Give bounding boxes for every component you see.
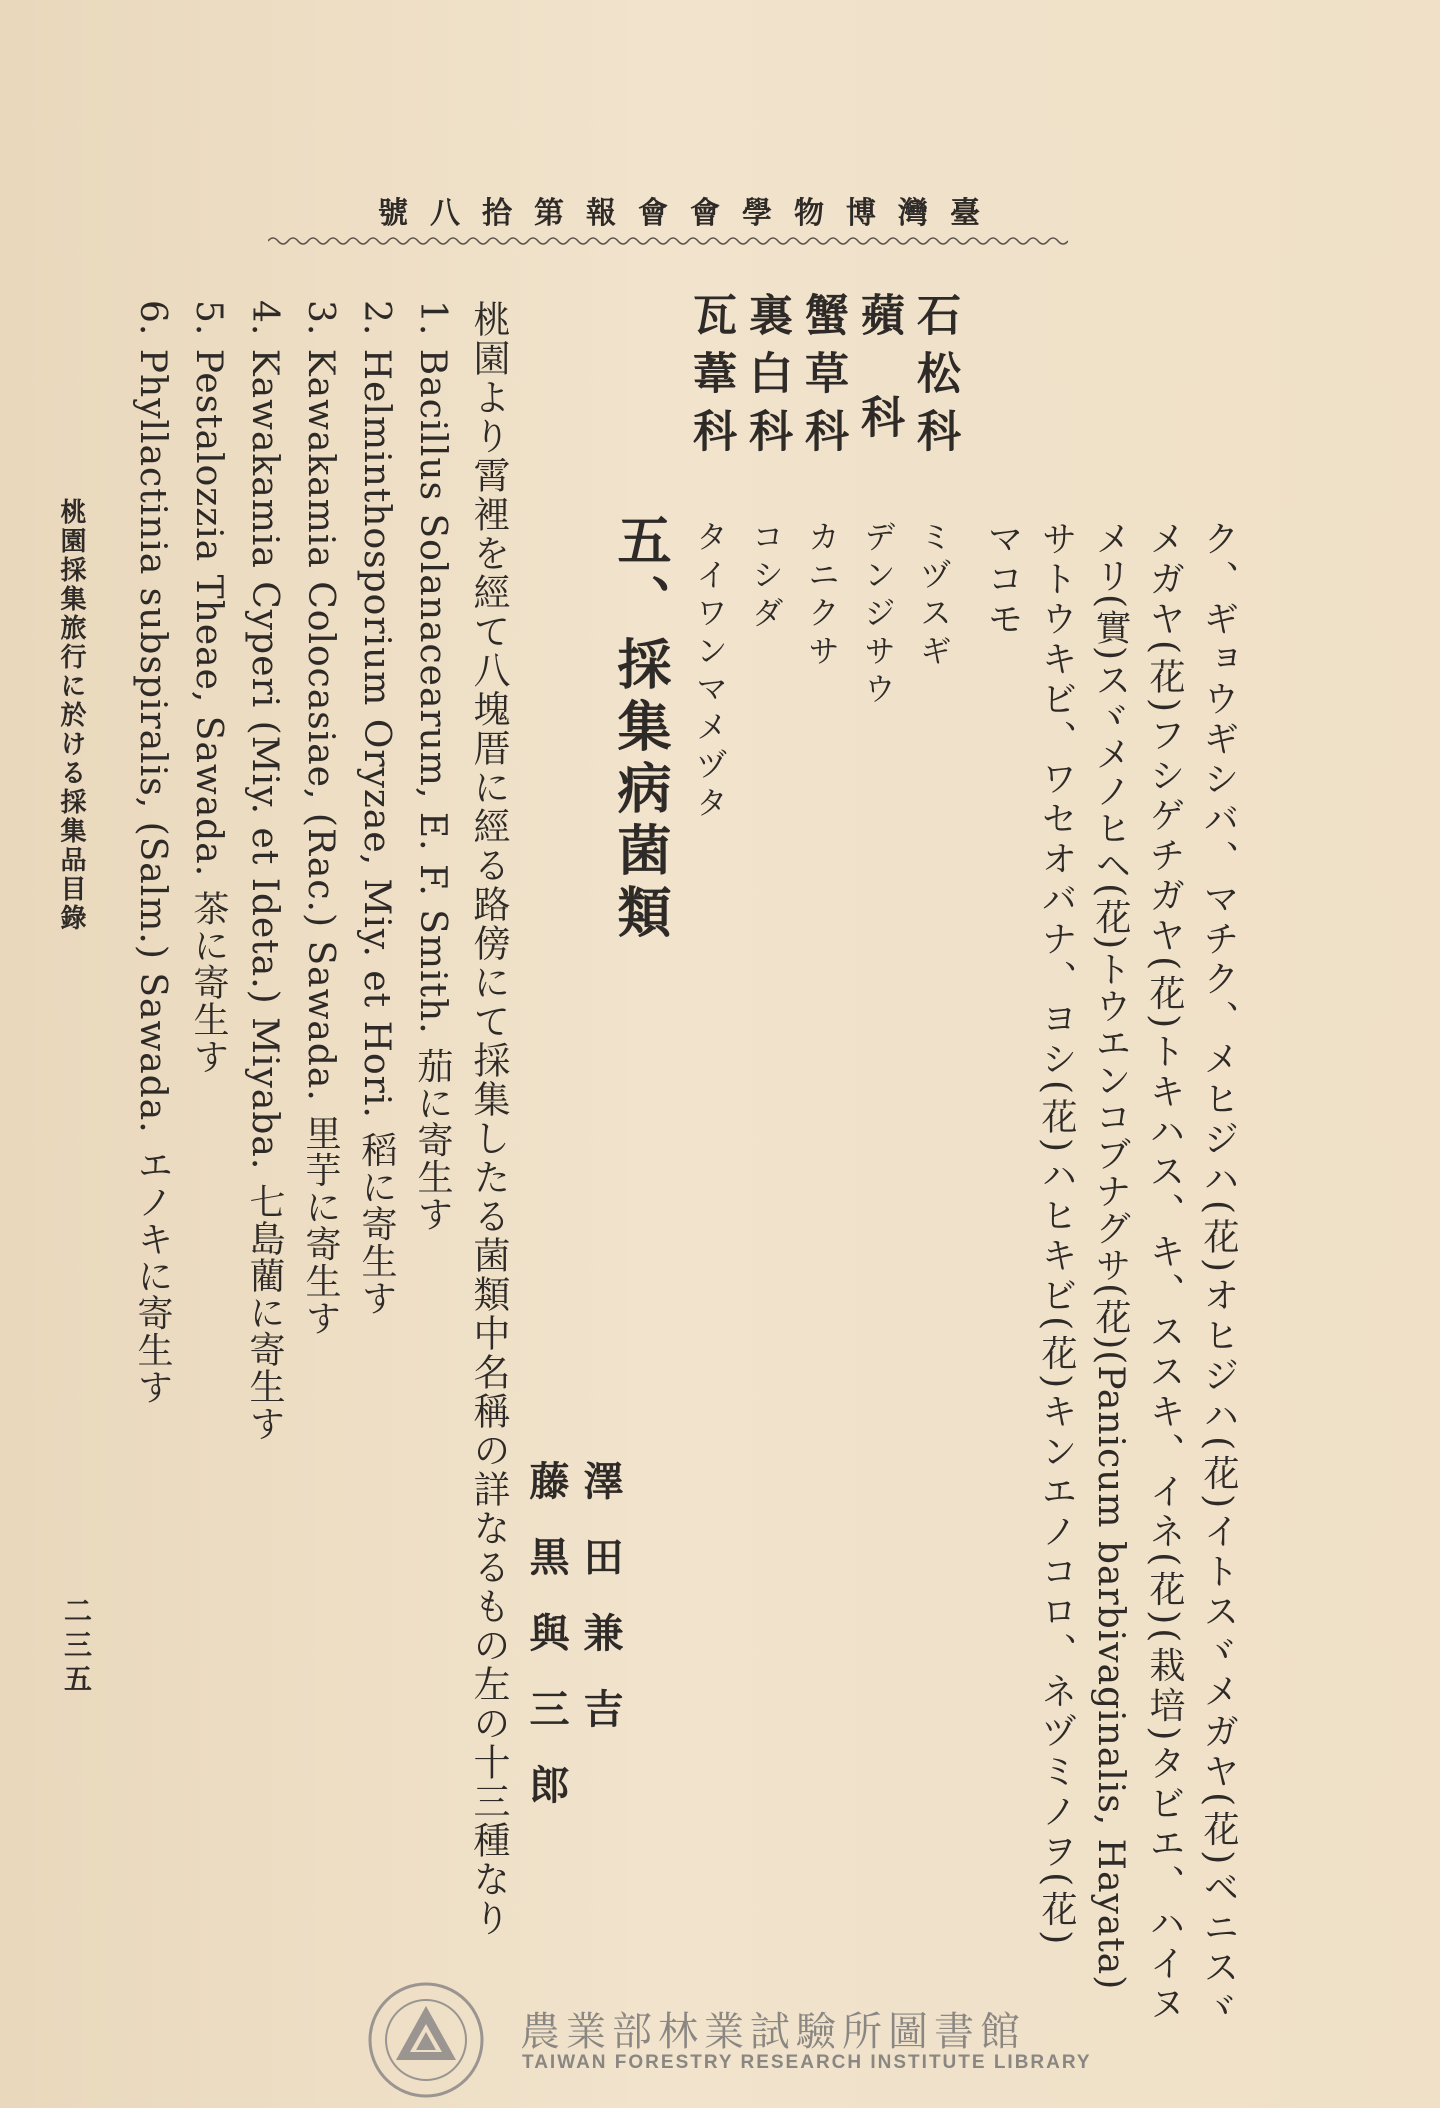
fungi-item: 3. Kawakamia Colocasiae, (Rac.) Sawada. 里芋に寄生す xyxy=(300,300,341,1337)
library-seal-icon xyxy=(366,1980,486,2100)
family-name: 蟹草科 xyxy=(797,292,848,466)
plant-line: メガヤ(花)フシゲチガヤ(花)トキハス、キ、ススキ、イネ(花)(栽培)タビエ、ハイヌ xyxy=(1144,520,1185,2025)
plant-line: マコモ xyxy=(982,520,1023,640)
fungi-item: 4. Kawakamia Cyperi (Miy. et Ideta.) Miyaba. 七島藺に寄生す xyxy=(244,300,285,1442)
fungi-item: 6. Phyllactinia subspiralis, (Salm.) Sawada. エノキに寄生す xyxy=(132,300,173,1406)
author-name: 藤黒與三郎 xyxy=(523,1460,570,1840)
plant-line: ク、ギョウギシバ、マチク、メヒジハ(花)オヒジハ(花)イトスヾメガヤ(花)ベニスヾ xyxy=(1198,520,1239,2029)
fungi-item: 2. Helminthosporium Oryzae, Miy. et Hori. 稻に寄生す xyxy=(356,300,397,1317)
plant-line: サトウキビ、ワセオバナ、ヨシ(花)ハヒキビ(花)キンエノコロ、ネヅミノヲ(花) xyxy=(1036,520,1077,1949)
plant-name: デンジサウ xyxy=(859,520,897,710)
family-name: 石松科 xyxy=(909,292,960,466)
page-number: 二三五 xyxy=(60,1596,93,1698)
family-name: 蘋科 xyxy=(853,292,904,496)
running-head: 臺灣博物學會會報第拾八號 xyxy=(378,196,1002,231)
intro-text: 桃園より霄裡を經て八塊厝に經る路傍にて採集したる菌類中名稱の詳なるもの左の十三種なり xyxy=(467,300,510,1938)
plant-name: タイワンマメヅタ xyxy=(691,520,729,824)
plant-name: コシダ xyxy=(747,520,785,634)
library-name-cn: 農業部林業試驗所圖書館 xyxy=(520,2009,1026,2055)
plant-name: カニクサ xyxy=(803,520,841,672)
plant-line: メリ(實)スヾメノヒヘ(花)トウエンコブナグサ(花)(Panicum barbivaginalis, Hayata) xyxy=(1090,520,1131,1991)
wavy-rule xyxy=(268,232,1068,250)
fungi-item: 5. Pestalozzia Theae, Sawada. 茶に寄生す xyxy=(188,300,229,1075)
section-title: 五、採集病菌類 xyxy=(609,512,673,946)
family-name: 裏白科 xyxy=(741,292,792,466)
footer-title: 桃園採集旅行に於ける採集品目錄 xyxy=(56,498,86,933)
author-name: 澤田兼吉 xyxy=(577,1460,624,1764)
plant-name: ミヅスギ xyxy=(915,520,953,672)
family-name: 瓦葦科 xyxy=(685,292,736,466)
library-name-en: TAIWAN FORESTRY RESEARCH INSTITUTE LIBRARY xyxy=(522,2052,1092,2073)
fungi-item: 1. Bacillus Solanacearum, E. F. Smith. 茄に寄生す xyxy=(412,300,453,1233)
